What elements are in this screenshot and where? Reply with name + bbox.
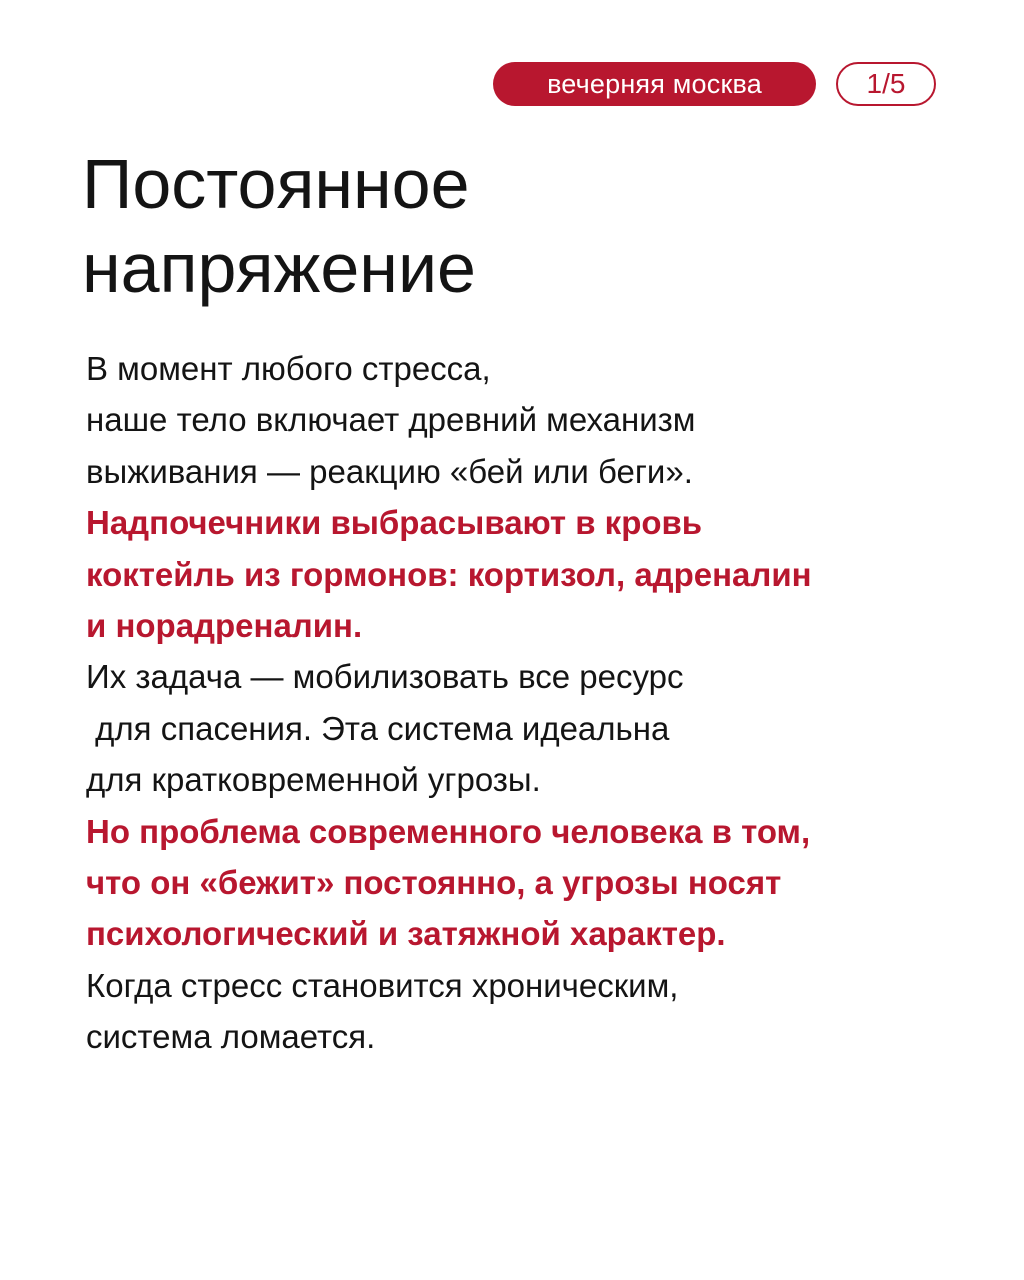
page-counter: 1/5 [836, 62, 936, 106]
body-line: для спасения. Эта система идеальна [86, 709, 670, 747]
title-line-2: напряжение [82, 229, 476, 307]
body-line: Их задача — мобилизовать все ресурс [86, 658, 684, 696]
title-line-1: Постоянное [82, 145, 470, 223]
highlight-line: коктейль из гормонов: кортизол, адреналин [86, 555, 812, 593]
page-title [82, 142, 942, 310]
body-line: наше тело включает древний механизм [86, 401, 696, 439]
body-line: выживания — реакцию «бей или беги». [86, 452, 693, 490]
highlight-line: психологический и затяжной характер. [86, 915, 726, 953]
body-line: Когда стресс становится хроническим, [86, 966, 679, 1004]
highlight-line: Но проблема современного человека в том, [86, 812, 811, 850]
brand-badge: вечерняя москва [493, 62, 816, 106]
article-body [86, 343, 966, 1063]
body-line: для кратковременной угрозы. [86, 761, 541, 799]
highlight-line: и норадреналин. [86, 607, 363, 645]
body-line: система ломается. [86, 1018, 376, 1056]
body-line: В момент любого стресса, [86, 350, 491, 387]
highlight-line: Надпочечники выбрасывают в кровь [86, 504, 703, 542]
highlight-line: что он «бежит» постоянно, а угрозы носят [86, 864, 782, 902]
